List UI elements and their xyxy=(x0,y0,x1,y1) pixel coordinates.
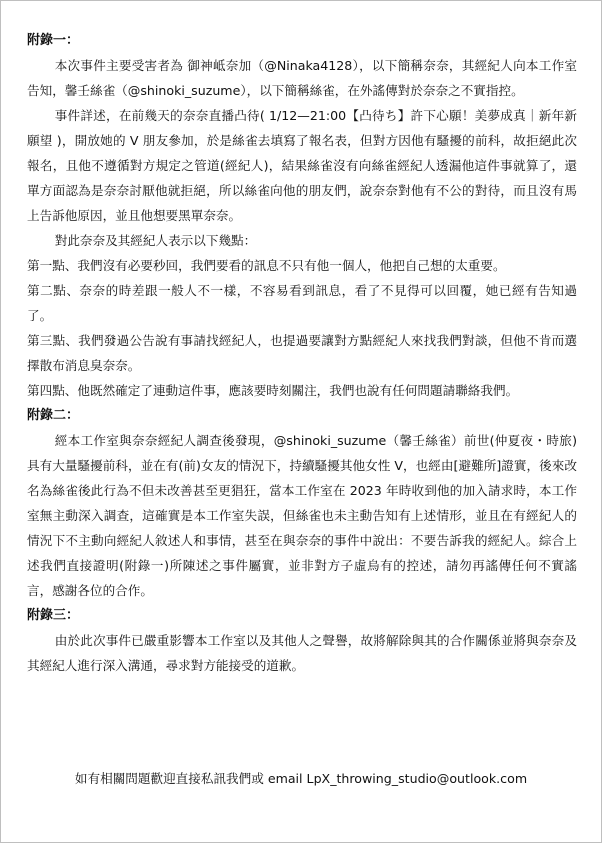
appendix-2-heading: 附錄二： xyxy=(27,408,80,423)
contact-footer: 如有相關問題歡迎直接私訊我們或 email LpX_throwing_studio@outlook.com xyxy=(74,771,528,786)
appendix-1-point-2: 第二點、奈奈的時差跟一般人不一樣，不容易看到訊息，看了不見得可以回覆，她已經有告知過了。 xyxy=(27,283,577,323)
appendix-1-details-paragraph: 事件詳述，在前幾天的奈奈直播凸待( 1/12—21:00【凸待ち】許下心願！美夢成真｜新年新願望 )，開放她的 V 朋友參加，於是絲雀去填寫了報名表，但對方因他有騷擾的前科，故拒絕此次報名，且他不遵循對方規定之管道(經紀人)，結果絲雀沒有向絲雀經紀人透漏他這件事就算了，還單方面認為是奈奈討厭他就拒絕，所以絲雀向他的朋友們，說奈奈對他有不公的對待，而且沒有馬上告訴他原因，並且他想要黑單奈奈。 xyxy=(27,108,577,223)
appendix-1-point-3: 第三點、我們發過公告說有事請找經紀人，也提過要讓對方點經紀人來找我們對談，但他不肯而選擇散布消息臭奈奈。 xyxy=(27,333,577,373)
appendix-1-statement-lead: 對此奈奈及其經紀人表示以下幾點： xyxy=(54,233,257,248)
appendix-1-point-1: 第一點、我們沒有必要秒回，我們要看的訊息不只有他一個人，他把自己想的太重要。 xyxy=(27,258,506,273)
appendix-1-intro-paragraph: 本次事件主要受害者為 御神岻奈加（@Ninaka4128），以下簡稱奈奈，其經紀人向本工作室告知，馨壬絲雀（@shinoki_suzume），以下簡稱絲雀，在外謠傳對於奈奈之不實指控。 xyxy=(27,58,577,98)
appendix-1-point-4: 第四點、他既然確定了連動這件事，應該要時刻關注，我們也說有任何問題請聯絡我們。 xyxy=(27,383,519,398)
appendix-3-paragraph: 由於此次事件已嚴重影響本工作室以及其他人之聲譽，故將解除與其的合作關係並將與奈奈及其經紀人進行深入溝通，尋求對方能接受的道歉。 xyxy=(27,633,577,673)
appendix-1-heading: 附錄一： xyxy=(27,33,80,48)
appendix-3-heading: 附錄三： xyxy=(27,608,80,623)
appendix-2-paragraph: 經本工作室與奈奈經紀人調查後發現，@shinoki_suzume（馨壬絲雀）前世(仲夏夜・時旅)具有大量騷擾前科，並在有(前)女友的情況下，持續騷擾其他女性 V，也經由[避難所]證實，後來改名為絲雀後此行為不但未改善甚至更猖狂，當本工作室在 2023 年時收到他的加入請求時，本工作室無主動深入調查，這確實是本工作室失誤，但絲雀也未主動告知有上述情形，並且在有經紀人的情況下不主動向經紀人敘述人和事情，甚至在與奈奈的事件中說出：不要告訴我的經紀人。綜合上述我們直接證明(附錄一)所陳述之事件屬實，並非對方子虛烏有的控述，請勿再謠傳任何不實謠言，感謝各位的合作。 xyxy=(27,433,577,598)
